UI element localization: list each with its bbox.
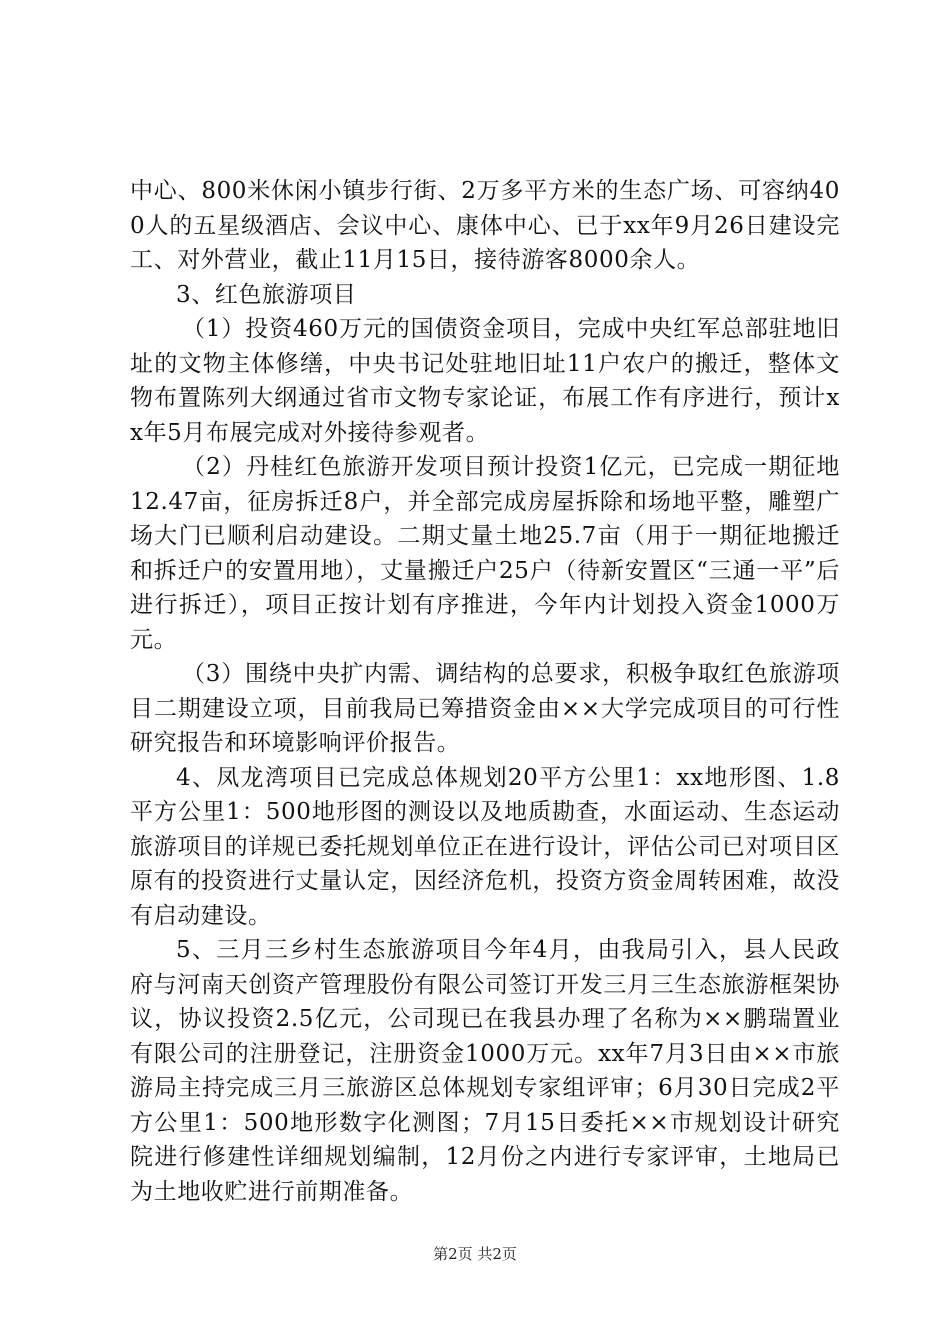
paragraph-fenglongwan-project: 4、凤龙湾项目已完成总体规划20平方公里1：xx地形图、1.8平方公里1：500地形图的测设以及地质勘查，水面运动、生态运动旅游项目的详规已委托规划单位正在进行设计，评估公司已对项目区原有的投资进行丈量认定，因经济危机，投资方资金周转困难，故没有启动建设。 [130, 764, 840, 929]
paragraph-red-tourism-3: （3）围绕中央扩内需、调结构的总要求，积极争取红色旅游项目二期建设立项，目前我局已筹措资金由××大学完成项目的可行性研究报告和环境影响评价报告。 [130, 661, 840, 756]
paragraph-red-tourism-2: （2）丹桂红色旅游开发项目预计投资1亿元，已完成一期征地12.47亩，征房拆迁8户，并全部完成房屋拆除和场地平整，雕塑广场大门已顺利启动建设。二期丈量土地25.7亩（用于一期征地搬迁和拆迁户的安置用地），丈量搬迁户25户（待新安置区“三通一平”后进行拆迁），项目正按计划有序推进，今年内计划投入资金1000万元。 [130, 454, 840, 653]
paragraph-red-tourism-1: （1）投资460万元的国债资金项目，完成中央红军总部驻地旧址的文物主体修缮，中央书记处驻地旧址11户农户的搬迁，整体文物布置陈列大纲通过省市文物专家论证，布展工作有序进行，预计xx年5月布展完成对外接待参观者。 [130, 316, 840, 446]
section-heading-red-tourism: 3、红色旅游项目 [176, 281, 357, 308]
document-body [130, 174, 840, 1209]
paragraph-sanyuesan-project: 5、三月三乡村生态旅游项目今年4月，由我局引入，县人民政府与河南天创资产管理股份有限公司签订开发三月三生态旅游框架协议，协议投资2.5亿元，公司现已在我县办理了名称为××鹏瑞置业有限公司的注册登记，注册资金1000万元。xx年7月3日由××市旅游局主持完成三月三旅游区总体规划专家组评审；6月30日完成2平方公里1：500地形数字化测图；7月15日委托××市规划设计研究院进行修建性详细规划编制，12月份之内进行专家评审，土地局已为土地收贮进行前期准备。 [130, 937, 840, 1205]
paragraph-hotel-summary: 中心、800米休闲小镇步行街、2万多平方米的生态广场、可容纳400人的五星级酒店、会议中心、康体中心、已于xx年9月26日建设完工、对外营业，截止11月15日，接待游客8000余人。 [130, 178, 840, 273]
page-footer: 第2页 共2页 [433, 1245, 517, 1263]
